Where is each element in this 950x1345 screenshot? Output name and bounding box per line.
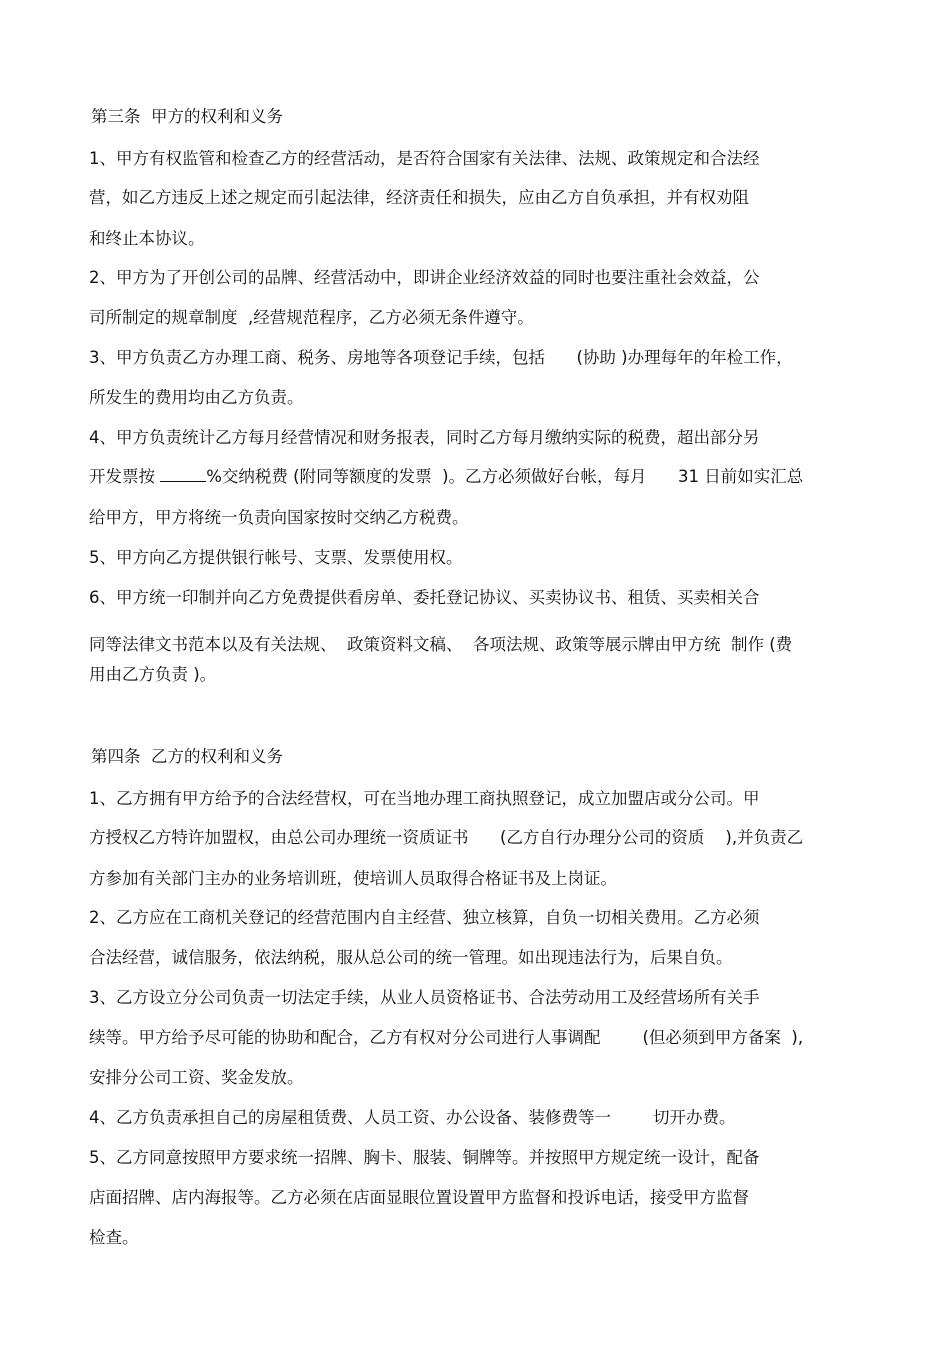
section-4-line-6: 3、乙方设立分公司负责一切法定手续，从业人员资格证书、合法劳动用工及经营场所有关手	[89, 988, 760, 1007]
section-4-line-4: 2、乙方应在工商机关登记的经营范围内自主经营、独立核算，自负一切相关费用。乙方必须	[89, 908, 760, 927]
section-3-line-13: 同等法律文书范本以及有关法规、 政策资料文稿、 各项法规、政策等展示牌由甲方统 制作 (费	[89, 635, 793, 654]
section-3-line-5: 司所制定的规章制度 ,经营规范程序，乙方必须无条件遵守。	[89, 308, 534, 327]
section-4-line-11: 店面招牌、店内海报等。乙方必须在店面显眼位置设置甲方监督和投诉电话，接受甲方监督	[89, 1188, 749, 1207]
section-4-line-3: 方参加有关部门主办的业务培训班，使培训人员取得合格证书及上岗证。	[89, 869, 617, 888]
section-3-line-10: 给甲方，甲方将统一负责向国家按时交纳乙方税费。	[89, 508, 469, 527]
section-4-line-2: 方授权乙方特许加盟权，由总公司办理统一资质证书 (乙方自行办理分公司的资质 ),并负责乙	[89, 828, 804, 847]
section-4-line-8: 安排分公司工资、奖金发放。	[89, 1068, 304, 1087]
section-4-heading: 第四条 乙方的权利和义务	[91, 747, 283, 766]
section-4-line-1: 1、乙方拥有甲方给予的合法经营权，可在当地办理工商执照登记，成立加盟店或分公司。甲	[89, 789, 760, 808]
section-4-line-9: 4、乙方负责承担自己的房屋租赁费、人员工资、办公设备、装修费等一 切开办费。	[89, 1108, 736, 1127]
section-3-line-8: 4、甲方负责统计乙方每月经营情况和财务报表，同时乙方每月缴纳实际的税费，超出部分另	[89, 428, 760, 447]
section-3-line-12: 6、甲方统一印制并向乙方免费提供看房单、委托登记协议、买卖协议书、租赁、买卖相关合	[89, 588, 760, 607]
section-3-line-2: 营，如乙方违反上述之规定而引起法律，经济责任和损失，应由乙方自负承担，并有权劝阻	[89, 188, 749, 207]
section-3-line-11: 5、甲方向乙方提供银行帐号、支票、发票使用权。	[89, 548, 463, 567]
line-9-prefix: 开发票按	[89, 467, 161, 486]
line-9-rest: %交纳税费 (附同等额度的发票 )。乙方必须做好台帐，每月 31 日前如实汇总	[206, 467, 804, 486]
section-3-line-6: 3、甲方负责乙方办理工商、税务、房地等各项登记手续，包括 (协助 )办理每年的年检工作，	[89, 348, 793, 367]
section-3-line-3: 和终止本协议。	[89, 229, 205, 248]
section-3-line-14: 用由乙方负责 )。	[89, 665, 217, 684]
section-3-line-9	[89, 467, 803, 487]
section-3-line-7: 所发生的费用均由乙方负责。	[89, 388, 304, 407]
section-3-heading: 第三条 甲方的权利和义务	[91, 107, 283, 126]
tax-rate-blank	[160, 467, 206, 482]
section-4-line-12: 检查。	[89, 1228, 139, 1247]
section-3-line-4: 2、甲方为了开创公司的品牌、经营活动中，即讲企业经济效益的同时也要注重社会效益，公	[89, 268, 760, 287]
section-4-line-7: 续等。甲方给予尽可能的协助和配合，乙方有权对分公司进行人事调配 (但必须到甲方备案 ),	[89, 1028, 804, 1047]
section-4-line-5: 合法经营，诚信服务，依法纳税，服从总公司的统一管理。如出现违法行为，后果自负。	[89, 948, 733, 967]
section-4-line-10: 5、乙方同意按照甲方要求统一招牌、胸卡、服装、铜牌等。并按照甲方规定统一设计，配备	[89, 1148, 760, 1167]
section-3-line-1: 1、甲方有权监管和检查乙方的经营活动，是否符合国家有关法律、法规、政策规定和合法经	[89, 149, 760, 168]
